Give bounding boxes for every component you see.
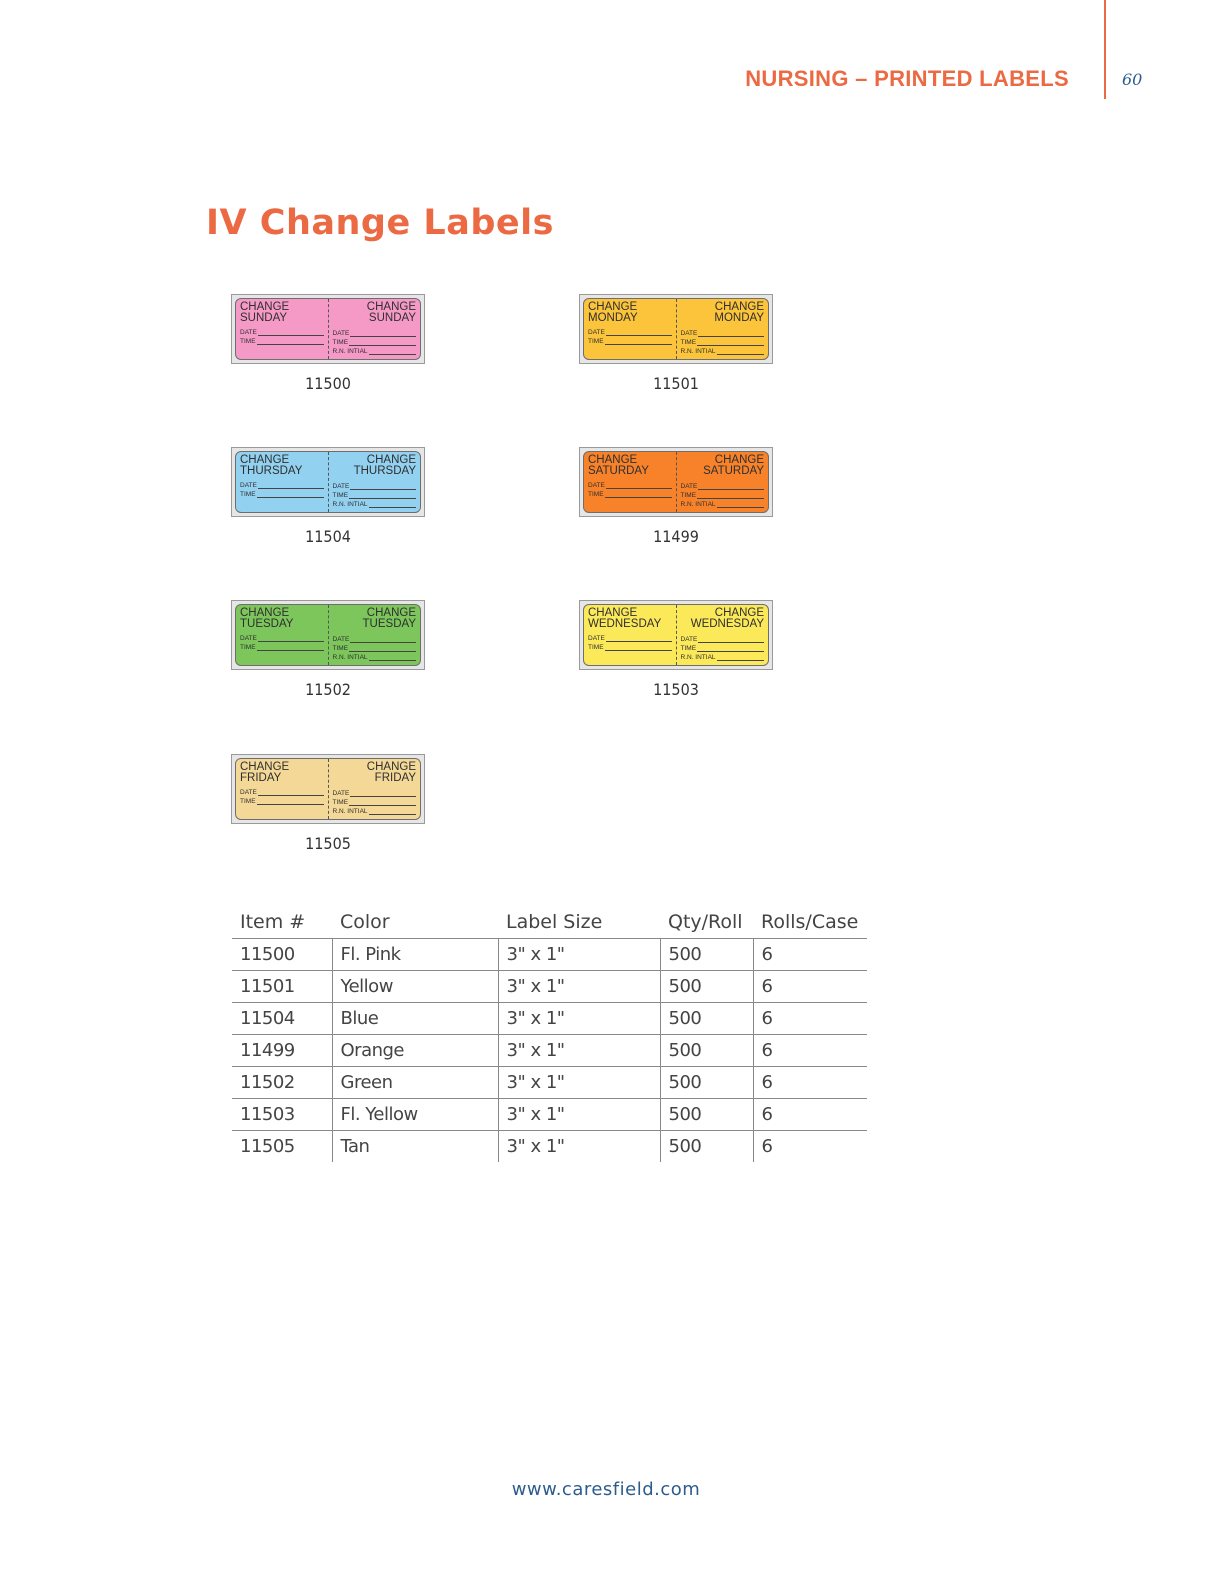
label-size-cell: 3" x 1" <box>498 1099 660 1131</box>
table-row <box>232 1003 867 1035</box>
column-header-qty-roll: Qty/Roll <box>660 905 753 939</box>
table-row <box>232 939 867 971</box>
initial-field: R.N. INTIAL <box>681 653 765 662</box>
color-cell: Fl. Yellow <box>332 1099 498 1131</box>
label-day: THURSDAY <box>353 465 416 477</box>
initial-field: R.N. INTIAL <box>333 347 417 356</box>
label-right-half <box>677 605 769 665</box>
label-left-half <box>236 299 329 359</box>
label-card <box>231 600 425 699</box>
label-day: FRIDAY <box>240 772 282 784</box>
page-title: IV Change Labels <box>206 203 554 243</box>
label-change-word: CHANGE <box>240 607 290 619</box>
date-field: DATE <box>588 634 672 643</box>
time-field: TIME <box>240 643 324 652</box>
time-field: TIME <box>333 644 417 653</box>
label-change-word: CHANGE <box>714 454 764 466</box>
time-field: TIME <box>333 338 417 347</box>
label-left-half <box>236 759 329 819</box>
initial-field: R.N. INTIAL <box>333 653 417 662</box>
label-card <box>231 447 425 546</box>
label-face <box>583 604 769 666</box>
color-cell: Orange <box>332 1035 498 1067</box>
label-fields <box>681 635 765 662</box>
label-size-cell: 3" x 1" <box>498 1067 660 1099</box>
date-field: DATE <box>588 328 672 337</box>
column-header-item: Item # <box>232 905 332 939</box>
label-day: SATURDAY <box>588 465 649 477</box>
time-field: TIME <box>681 644 765 653</box>
initial-field: R.N. INTIAL <box>681 500 765 509</box>
table-row <box>232 1099 867 1131</box>
label-card <box>231 754 425 853</box>
label-right-half <box>677 299 769 359</box>
product-table <box>232 905 867 1162</box>
label-item-number: 11503 <box>653 680 699 699</box>
label-fields <box>333 789 417 816</box>
item-number-cell: 11502 <box>232 1067 332 1099</box>
label-change-word: CHANGE <box>240 301 290 313</box>
label-change-word: CHANGE <box>366 301 416 313</box>
header-section-title: NURSING – PRINTED LABELS <box>745 66 1069 91</box>
label-change-word: CHANGE <box>366 454 416 466</box>
label-face <box>235 604 421 666</box>
item-number-cell: 11503 <box>232 1099 332 1131</box>
label-day: FRIDAY <box>374 772 416 784</box>
color-cell: Blue <box>332 1003 498 1035</box>
rolls-case-cell: 6 <box>753 1035 867 1067</box>
label-face <box>235 451 421 513</box>
label-day: TUESDAY <box>362 618 416 630</box>
label-size-cell: 3" x 1" <box>498 971 660 1003</box>
label-change-word: CHANGE <box>366 761 416 773</box>
table-header-row <box>232 905 867 939</box>
label-day: SATURDAY <box>703 465 764 477</box>
label-size-cell: 3" x 1" <box>498 1035 660 1067</box>
label-image <box>579 294 773 364</box>
label-change-word: CHANGE <box>240 761 290 773</box>
label-fields <box>333 635 417 662</box>
label-day: MONDAY <box>588 312 638 324</box>
table-body <box>232 939 867 1163</box>
label-item-number: 11502 <box>305 680 351 699</box>
footer-url[interactable]: www.caresfield.com <box>511 1479 701 1500</box>
initial-field: R.N. INTIAL <box>333 500 417 509</box>
label-image <box>231 754 425 824</box>
column-header-color: Color <box>332 905 498 939</box>
time-field: TIME <box>333 491 417 500</box>
label-card <box>579 294 773 393</box>
table-row <box>232 1131 867 1163</box>
label-right-half <box>329 299 421 359</box>
date-field: DATE <box>588 481 672 490</box>
label-card <box>579 600 773 699</box>
time-field: TIME <box>588 490 672 499</box>
label-change-word: CHANGE <box>714 607 764 619</box>
initial-field: R.N. INTIAL <box>681 347 765 356</box>
qty-roll-cell: 500 <box>660 1099 753 1131</box>
time-field: TIME <box>240 337 324 346</box>
color-cell: Yellow <box>332 971 498 1003</box>
date-field: DATE <box>240 634 324 643</box>
initial-field: R.N. INTIAL <box>333 807 417 816</box>
rolls-case-cell: 6 <box>753 939 867 971</box>
label-left-half <box>584 452 677 512</box>
date-field: DATE <box>333 789 417 798</box>
color-cell: Fl. Pink <box>332 939 498 971</box>
column-header-rolls-case: Rolls/Case <box>753 905 867 939</box>
label-fields <box>681 482 765 509</box>
label-image <box>231 600 425 670</box>
qty-roll-cell: 500 <box>660 939 753 971</box>
date-field: DATE <box>333 482 417 491</box>
qty-roll-cell: 500 <box>660 1003 753 1035</box>
item-number-cell: 11505 <box>240 1136 295 1157</box>
date-field: DATE <box>681 635 765 644</box>
label-right-half <box>329 452 421 512</box>
rolls-case-cell: 6 <box>753 1067 867 1099</box>
date-field: DATE <box>240 788 324 797</box>
label-left-half <box>236 452 329 512</box>
qty-roll-cell: 500 <box>660 1131 753 1163</box>
page-number: 60 <box>1122 70 1143 89</box>
qty-roll-cell: 500 <box>660 971 753 1003</box>
item-number-cell: 11504 <box>232 1003 332 1035</box>
date-field: DATE <box>681 329 765 338</box>
label-change-word: CHANGE <box>714 301 764 313</box>
label-image <box>579 600 773 670</box>
label-fields <box>588 328 672 346</box>
item-number-cell: 11500 <box>232 939 332 971</box>
date-field: DATE <box>333 635 417 644</box>
label-card <box>231 294 425 393</box>
label-face <box>235 758 421 820</box>
label-day: THURSDAY <box>240 465 303 477</box>
label-size-cell: 3" x 1" <box>498 1003 660 1035</box>
label-fields <box>240 481 324 499</box>
table-row <box>232 1067 867 1099</box>
qty-roll-cell: 500 <box>660 1035 753 1067</box>
label-fields <box>681 329 765 356</box>
label-fields <box>240 328 324 346</box>
label-left-half <box>236 605 329 665</box>
label-change-word: CHANGE <box>588 301 638 313</box>
time-field: TIME <box>681 491 765 500</box>
label-face <box>583 298 769 360</box>
rolls-case-cell: 6 <box>753 971 867 1003</box>
label-fields <box>333 329 417 356</box>
color-cell: Green <box>332 1067 498 1099</box>
label-right-half <box>329 759 421 819</box>
label-face <box>235 298 421 360</box>
date-field: DATE <box>333 329 417 338</box>
label-change-word: CHANGE <box>588 454 638 466</box>
label-face <box>583 451 769 513</box>
header-divider <box>1104 0 1106 99</box>
label-day: SUNDAY <box>368 312 416 324</box>
time-field: TIME <box>681 338 765 347</box>
label-fields <box>240 634 324 652</box>
label-fields <box>588 481 672 499</box>
label-left-half <box>584 299 677 359</box>
column-header-label-size: Label Size <box>498 905 660 939</box>
time-field: TIME <box>588 337 672 346</box>
rolls-case-cell: 6 <box>753 1003 867 1035</box>
label-size-cell: 3" x 1" <box>498 1131 660 1163</box>
time-field: TIME <box>588 643 672 652</box>
label-item-number: 11505 <box>305 834 351 853</box>
time-field: TIME <box>333 798 417 807</box>
item-number-cell: 11501 <box>232 971 332 1003</box>
label-fields <box>333 482 417 509</box>
label-fields <box>588 634 672 652</box>
label-item-number: 11499 <box>653 527 699 546</box>
item-number-cell: 11499 <box>232 1035 332 1067</box>
label-item-number: 11504 <box>305 527 351 546</box>
label-image <box>231 294 425 364</box>
table-row <box>232 971 867 1003</box>
rolls-case-cell: 6 <box>753 1099 867 1131</box>
label-item-number: 11500 <box>305 374 351 393</box>
label-image <box>231 447 425 517</box>
label-card <box>579 447 773 546</box>
label-day: MONDAY <box>714 312 764 324</box>
label-change-word: CHANGE <box>588 607 638 619</box>
label-item-number: 11501 <box>653 374 699 393</box>
label-day: WEDNESDAY <box>588 618 662 630</box>
label-size-cell: 3" x 1" <box>498 939 660 971</box>
qty-roll-cell: 500 <box>660 1067 753 1099</box>
label-day: TUESDAY <box>240 618 294 630</box>
label-change-word: CHANGE <box>366 607 416 619</box>
label-fields <box>240 788 324 806</box>
table-row <box>232 1035 867 1067</box>
label-left-half <box>584 605 677 665</box>
date-field: DATE <box>240 481 324 490</box>
label-image <box>579 447 773 517</box>
label-change-word: CHANGE <box>240 454 290 466</box>
time-field: TIME <box>240 490 324 499</box>
label-right-half <box>677 452 769 512</box>
label-day: WEDNESDAY <box>690 618 764 630</box>
color-cell: Tan <box>332 1131 498 1163</box>
time-field: TIME <box>240 797 324 806</box>
label-day: SUNDAY <box>240 312 288 324</box>
label-right-half <box>329 605 421 665</box>
rolls-case-cell: 6 <box>753 1131 867 1163</box>
date-field: DATE <box>681 482 765 491</box>
date-field: DATE <box>240 328 324 337</box>
